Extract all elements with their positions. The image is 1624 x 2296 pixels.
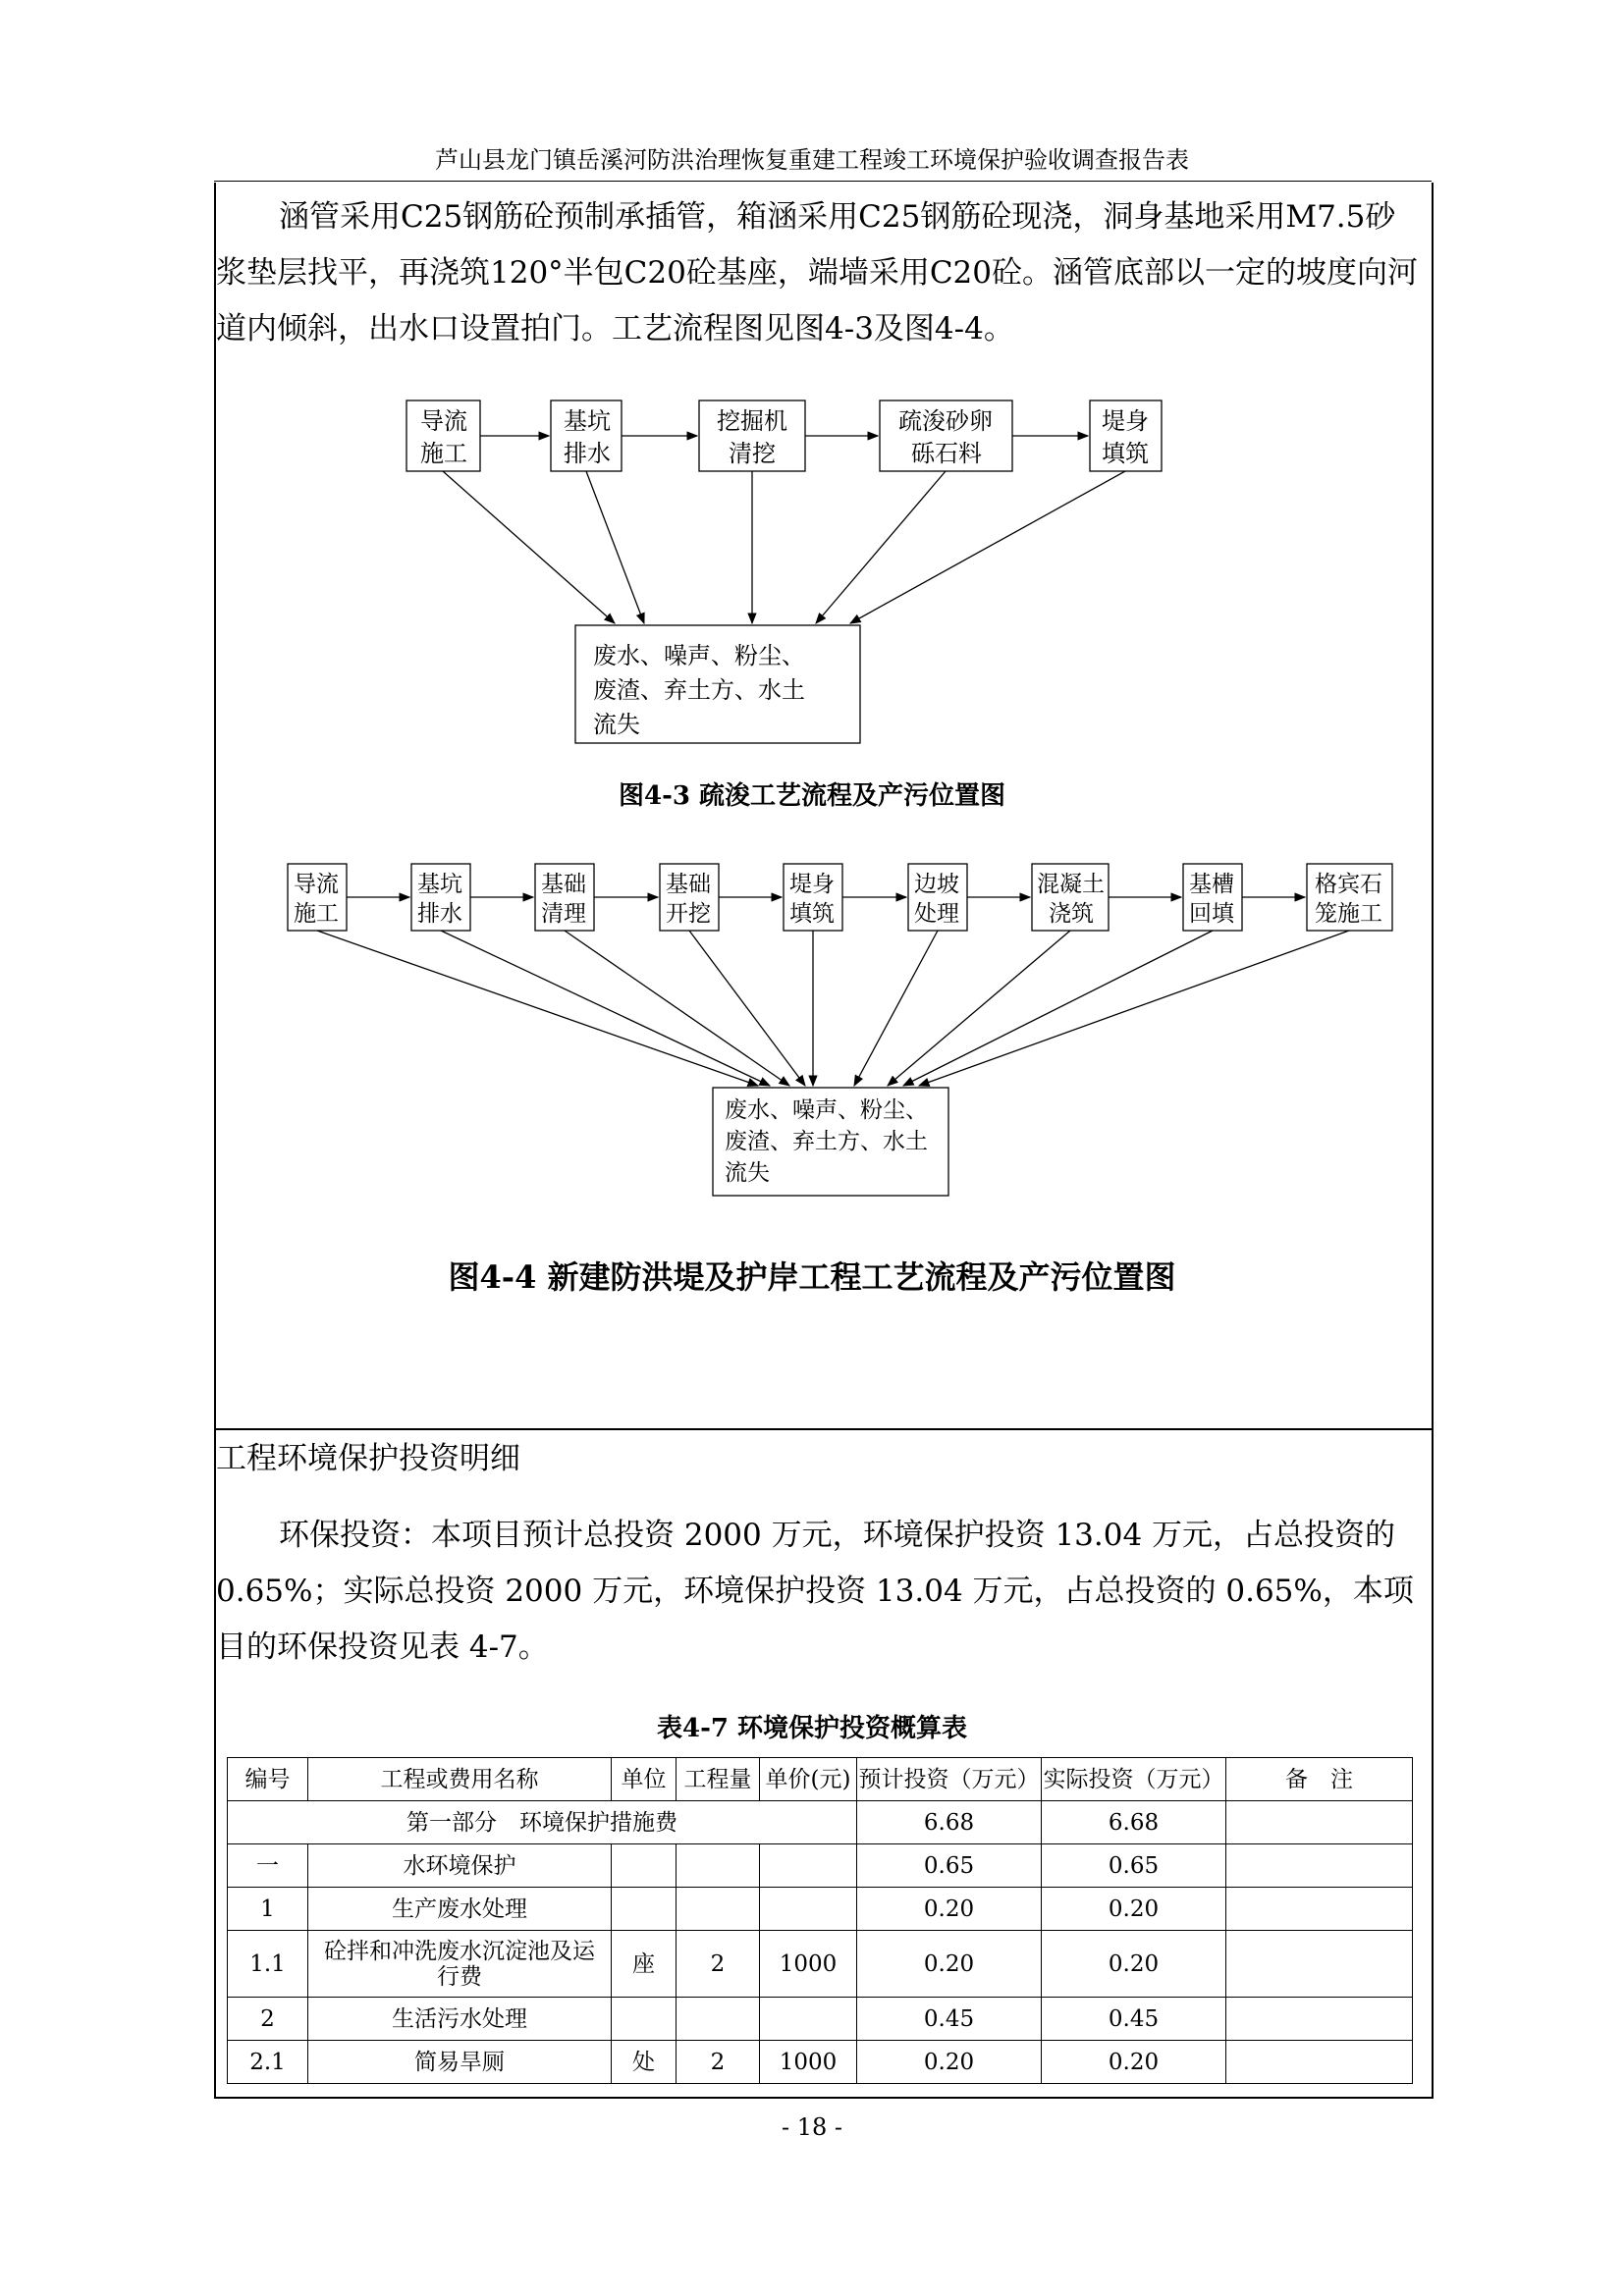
fig44-step-label: 导流 [294, 872, 339, 897]
process-paragraph-text: 涵管采用C25钢筋砼预制承插管，箱涵采用C25钢筋砼现浇，洞身基地采用M7.5砂浆垫层找平，再浇筑120°半包C20砼基座，端墙采用C20砼。涵管底部以一定的坡度向河道内倾斜，出水口设置拍门。工艺流程图见图4-3及图4-4。 [216, 199, 1418, 347]
figure-4-3-caption: 图4-3 疏浚工艺流程及产污位置图 [618, 781, 1006, 811]
header-cell: 预计投资（万元） [857, 1758, 1042, 1801]
header-cell: 备 注 [1226, 1758, 1413, 1801]
cell [1226, 1998, 1413, 2041]
figure-4-4-caption: 图4-4 新建防洪堤及护岸工程工艺流程及产污位置图 [448, 1258, 1176, 1296]
cell: 0.20 [1042, 1931, 1226, 1998]
cell [677, 1844, 760, 1888]
table-4-7-caption: 表4-7 环境保护投资概算表 [656, 1714, 968, 1743]
section-title: 工程环境保护投资明细 [216, 1441, 520, 1476]
fig43-step-label: 导流 [420, 407, 467, 435]
fig44-arrow [441, 931, 770, 1086]
figure-4-3-labels [420, 407, 1149, 738]
cell [1226, 1931, 1413, 1998]
cell: 生活污水处理 [308, 1998, 612, 2041]
table-header-row [228, 1758, 1413, 1801]
fig43-arrow [816, 471, 946, 623]
cell: 2 [677, 2041, 760, 2084]
cell: 水环境保护 [308, 1844, 612, 1888]
fig44-arrow [689, 931, 805, 1086]
table-row [228, 1844, 1413, 1888]
fig44-arrow [903, 931, 1213, 1086]
fig44-output-line: 废水、噪声、粉尘、 [725, 1097, 928, 1123]
fig44-step-label: 基坑 [417, 872, 462, 897]
fig43-step-label: 挖掘机 [717, 407, 787, 435]
cell: 简易旱厕 [308, 2041, 612, 2084]
fig43-step-label: 施工 [420, 440, 467, 467]
fig43-step-label: 疏浚砂卵 [898, 407, 993, 435]
cell: 1000 [760, 2041, 857, 2084]
cell: 0.20 [1042, 1888, 1226, 1931]
cell [1226, 1801, 1413, 1844]
investment-paragraph [216, 1508, 1426, 1676]
fig44-step-label: 回填 [1189, 901, 1234, 927]
cell [612, 1888, 677, 1931]
header-cell: 工程量 [677, 1758, 760, 1801]
cell: 砼拌和冲洗废水沉淀池及运行费 [308, 1931, 612, 1998]
fig44-arrow [854, 931, 938, 1086]
investment-paragraph-text: 环保投资：本项目预计总投资 2000 万元，环境保护投资 13.04 万元，占总投资的 0.65%；实际总投资 2000 万元，环境保护投资 13.04 万元，占总投资的 0.65%，本项目的环保投资见表 4-7。 [216, 1518, 1414, 1665]
cell [1226, 2041, 1413, 2084]
fig44-step-label: 混凝土 [1037, 872, 1105, 897]
cell [760, 1998, 857, 2041]
fig44-step-label: 笼施工 [1315, 901, 1382, 927]
cell: 2 [228, 1998, 308, 2041]
fig43-step-label: 基坑 [564, 407, 611, 435]
table-row [228, 1801, 1413, 1844]
fig44-step-label: 清理 [541, 901, 586, 927]
part-label-cell: 第一部分 环境保护措施费 [228, 1801, 857, 1844]
cell: 0.20 [857, 2041, 1042, 2084]
cell: 1.1 [228, 1931, 308, 1998]
header-cell: 工程或费用名称 [308, 1758, 612, 1801]
cell [677, 1998, 760, 2041]
table-row [228, 2041, 1413, 2084]
fig44-step-label: 基槽 [1189, 872, 1234, 897]
fig43-step-label: 清挖 [729, 440, 776, 467]
fig44-step-label: 基础 [666, 872, 711, 897]
fig43-output-line: 流失 [593, 711, 640, 738]
cell [1226, 1844, 1413, 1888]
fig43-output-line: 废渣、弃土方、水土 [593, 676, 805, 704]
header-cell: 实际投资（万元） [1042, 1758, 1226, 1801]
section-divider [214, 1428, 1432, 1430]
cell: 2 [677, 1931, 760, 1998]
fig44-step-label: 浇筑 [1049, 901, 1094, 927]
investment-table [227, 1757, 1413, 2084]
fig43-step-label: 堤身 [1102, 407, 1149, 435]
header-cell: 编号 [228, 1758, 308, 1801]
fig43-step-label: 填筑 [1102, 440, 1149, 467]
fig44-step-label: 开挖 [666, 901, 711, 927]
fig44-arrow [888, 931, 1070, 1086]
fig44-arrow [919, 931, 1349, 1086]
fig43-arrow [586, 471, 644, 623]
cell: 0.20 [857, 1888, 1042, 1931]
table-row [228, 1998, 1413, 2041]
cell: 生产废水处理 [308, 1888, 612, 1931]
page-header: 芦山县龙门镇岳溪河防洪治理恢复重建工程竣工环境保护验收调查报告表 [435, 146, 1189, 174]
cell: 6.68 [1042, 1801, 1226, 1844]
fig44-step-label: 处理 [914, 901, 959, 927]
cell: 1 [228, 1888, 308, 1931]
fig44-arrow [317, 931, 758, 1086]
table-row [228, 1888, 1413, 1931]
cell [760, 1888, 857, 1931]
fig44-step-label: 基础 [541, 872, 586, 897]
cell: 0.20 [857, 1931, 1042, 1998]
fig44-step-label: 格宾石 [1315, 872, 1382, 897]
fig44-step-label: 边坡 [914, 872, 959, 897]
fig44-step-label: 施工 [294, 901, 339, 927]
cell: 2.1 [228, 2041, 308, 2084]
header-cell: 单价(元) [760, 1758, 857, 1801]
fig43-output-line: 废水、噪声、粉尘、 [593, 642, 805, 669]
fig44-step-label: 填筑 [789, 901, 835, 927]
figure-4-4-labels [294, 872, 1382, 1186]
table-row [228, 1931, 1413, 1998]
cell: 1000 [760, 1931, 857, 1998]
cell: 处 [612, 2041, 677, 2084]
fig44-output-line: 废渣、弃土方、水土 [725, 1129, 928, 1154]
cell [612, 1844, 677, 1888]
cell: 0.20 [1042, 2041, 1226, 2084]
fig43-arrow [443, 471, 615, 623]
fig44-output-line: 流失 [725, 1160, 770, 1186]
cell [677, 1888, 760, 1931]
page-number: - 18 - [781, 2113, 842, 2141]
cell: 座 [612, 1931, 677, 1998]
cell: 0.45 [1042, 1998, 1226, 2041]
cell: 0.65 [857, 1844, 1042, 1888]
header-cell: 单位 [612, 1758, 677, 1801]
fig43-step-label: 排水 [564, 440, 611, 467]
fig44-step-label: 排水 [417, 901, 462, 927]
fig43-arrow [850, 471, 1125, 623]
fig44-step-label: 堤身 [789, 872, 835, 897]
fig43-step-label: 砾石料 [911, 440, 982, 467]
fig44-arrow [565, 931, 789, 1086]
cell: 0.65 [1042, 1844, 1226, 1888]
cell: 6.68 [857, 1801, 1042, 1844]
cell [760, 1844, 857, 1888]
cell: 0.45 [857, 1998, 1042, 2041]
cell [612, 1998, 677, 2041]
cell [1226, 1888, 1413, 1931]
cell: 一 [228, 1844, 308, 1888]
